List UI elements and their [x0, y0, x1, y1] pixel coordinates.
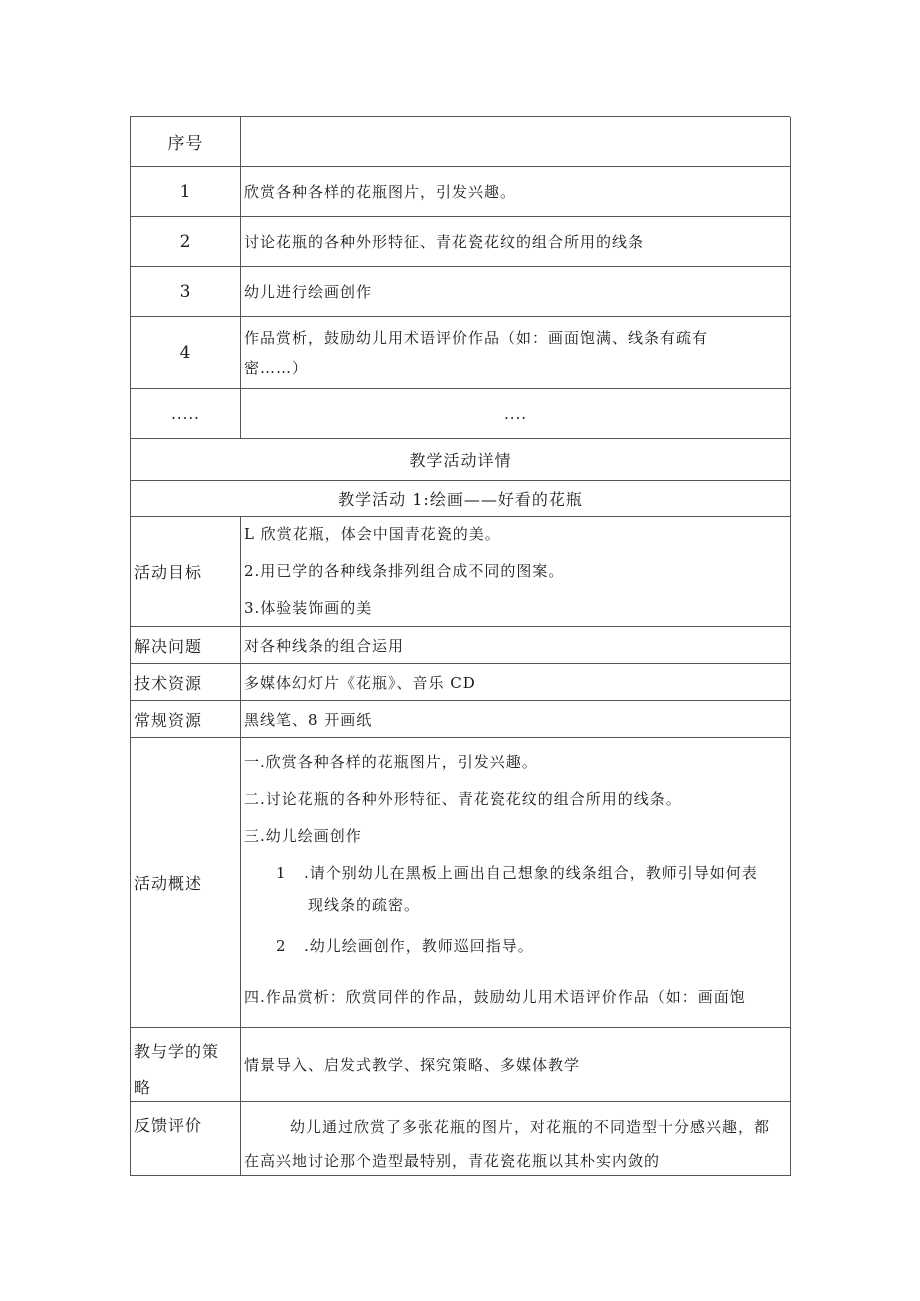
- sequence-num: 4: [179, 342, 192, 363]
- solve-value: 对各种线条的组合运用: [244, 636, 405, 655]
- regular-label-cell: [131, 701, 241, 738]
- sequence-header-label: 序号: [167, 134, 204, 154]
- details-title-cell: [131, 439, 791, 481]
- feedback-label-cell: [131, 1102, 241, 1176]
- overview-label-cell: [131, 738, 241, 1028]
- sequence-num: 2: [179, 231, 192, 252]
- overview-step: 三.幼儿绘画创作: [244, 827, 362, 845]
- sequence-text: 欣赏各种各样的花瓶图片，引发兴趣。: [244, 183, 517, 201]
- activity-title: 教学活动 1:绘画——好看的花瓶: [338, 490, 583, 509]
- goal-item: 3.体验装饰画的美: [244, 599, 373, 617]
- sequence-num-cell: [131, 217, 241, 267]
- regular-label: 常规资源: [134, 710, 203, 730]
- overview-label: 活动概述: [134, 874, 203, 893]
- sequence-num: .....: [171, 404, 200, 423]
- overview-step: 四.作品赏析：欣赏同伴的作品，鼓励幼儿用术语评价作品（如：画面饱: [244, 988, 746, 1006]
- tech-label-cell: [131, 664, 241, 701]
- goals-label: 活动目标: [134, 563, 203, 582]
- activity-title-cell: [131, 481, 791, 517]
- details-title: 教学活动详情: [409, 451, 512, 470]
- goals-label-cell: [131, 517, 241, 627]
- feedback-line: 在高兴地讨论那个造型最特别，青花瓷花瓶以其朴实内敛的: [244, 1152, 661, 1170]
- goals-list: [241, 517, 564, 627]
- overview-step: 一.欣赏各种各样的花瓶图片，引发兴趣。: [244, 753, 538, 771]
- overview-substep-num: 1: [276, 864, 287, 882]
- sequence-text-continued: 密……）: [244, 358, 309, 377]
- sequence-text-cell: [241, 317, 791, 389]
- tech-value-cell: [241, 664, 791, 701]
- sequence-text: 作品赏析，鼓励幼儿用术语评价作品（如：画面饱满、线条有疏有: [244, 328, 709, 347]
- sequence-num: 1: [179, 181, 192, 202]
- strategy-label-line: 略: [134, 1078, 152, 1097]
- overview-substep: [244, 855, 790, 892]
- sequence-text-cell: [241, 167, 791, 217]
- overview-substep-continued: 现线条的疏密。: [308, 896, 421, 914]
- table-grid: [130, 116, 790, 1176]
- sequence-text: ....: [503, 404, 528, 423]
- sequence-text-cell: [241, 267, 791, 317]
- goals-value-cell: [241, 517, 791, 627]
- sequence-header-empty-cell: [241, 117, 791, 167]
- sequence-text-cell: [241, 217, 791, 267]
- feedback-text: [241, 1102, 790, 1176]
- overview-substep-text: .幼儿绘画创作，教师巡回指导。: [304, 937, 534, 955]
- overview-value-cell: [241, 738, 791, 1028]
- sequence-num-cell: [131, 267, 241, 317]
- sequence-num: 3: [179, 281, 192, 302]
- overview-content: [241, 738, 790, 1016]
- regular-value-cell: [241, 701, 791, 738]
- overview-substep: [244, 928, 790, 965]
- sequence-text-block: [241, 323, 708, 383]
- feedback-label: 反馈评价: [134, 1116, 203, 1135]
- feedback-value-cell: [241, 1102, 791, 1176]
- tech-value: 多媒体幻灯片《花瓶》、音乐 CD: [244, 673, 476, 692]
- goal-item: L 欣赏花瓶，体会中国青花瓷的美。: [244, 525, 501, 543]
- strategy-label-cell: [131, 1028, 241, 1102]
- sequence-num-cell: [131, 389, 241, 439]
- goal-item: 2.用已学的各种线条排列组合成不同的图案。: [244, 562, 565, 580]
- feedback-line: 幼儿通过欣赏了多张花瓶的图片，对花瓶的不同造型十分感兴趣，都: [290, 1118, 771, 1136]
- overview-substep-num: 2: [276, 937, 287, 955]
- tech-label: 技术资源: [134, 673, 203, 693]
- sequence-header-cell: [131, 117, 241, 167]
- strategy-value-cell: [241, 1028, 791, 1102]
- sequence-num-cell: [131, 317, 241, 389]
- overview-substep-text: .请个别幼儿在黑板上画出自己想象的线条组合，教师引导如何表: [304, 864, 758, 882]
- lesson-plan-table: [130, 116, 790, 1176]
- strategy-label-line: 教与学的策: [134, 1042, 220, 1061]
- sequence-text: 幼儿进行绘画创作: [244, 283, 373, 301]
- strategy-value: 情景导入、启发式教学、探究策略、多媒体教学: [244, 1056, 581, 1074]
- solve-value-cell: [241, 627, 791, 664]
- strategy-label: [131, 1028, 240, 1102]
- regular-value: 黑线笔、8 开画纸: [244, 710, 373, 729]
- sequence-num-cell: [131, 167, 241, 217]
- sequence-text-cell: [241, 389, 791, 439]
- overview-step: 二.讨论花瓶的各种外形特征、青花瓷花纹的组合所用的线条。: [244, 790, 682, 808]
- solve-label-cell: [131, 627, 241, 664]
- sequence-text: 讨论花瓶的各种外形特征、青花瓷花纹的组合所用的线条: [244, 233, 645, 251]
- solve-label: 解决问题: [134, 636, 203, 656]
